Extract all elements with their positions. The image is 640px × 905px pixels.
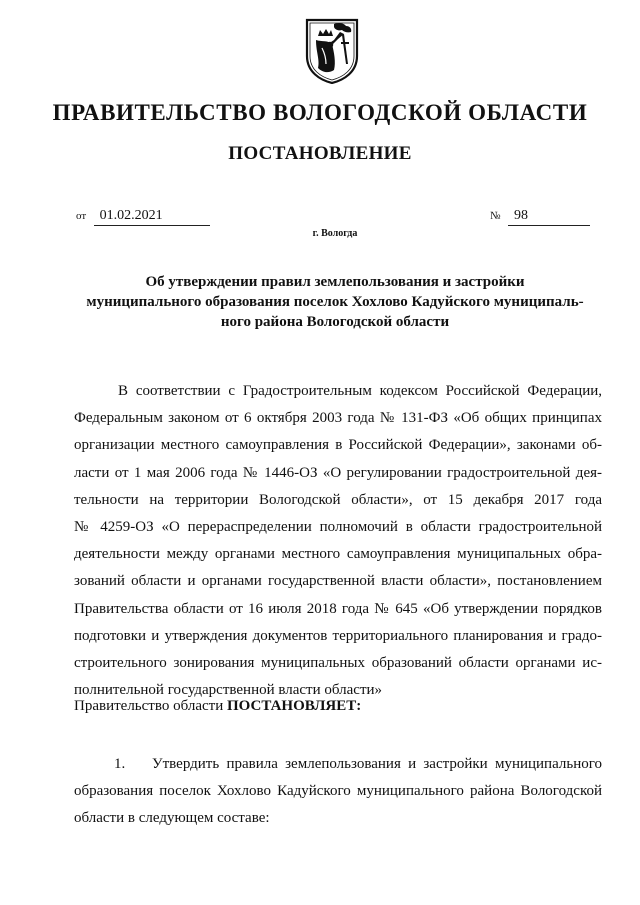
preamble-line: тельности на территории Вологодской области», от 15 декабря 2017 года (74, 491, 602, 508)
decree-item-1 (74, 751, 602, 833)
preamble-line: организации местного самоуправления в Российской Федерации», законами об- (74, 437, 602, 454)
preamble-line: деятельности между органами местного самоуправления муниципальных обра- (74, 546, 602, 563)
number-label: № (490, 210, 501, 222)
subject-line: Об утверждении правил землепользования и застройки (145, 274, 525, 290)
resolution-keyword: ПОСТАНОВЛЯЕТ: (226, 698, 362, 714)
item-text: Утвердить правила землепользования и застройки муниципального (152, 756, 602, 772)
preamble-line: В соответствии с Градостроительным кодексом Российской Федерации, (118, 383, 602, 399)
item-number: 1. (114, 756, 126, 772)
resolution-prefix: Правительство области (74, 698, 227, 714)
preamble-line: подготовки и утверждения документов территориального планирования и градо- (74, 627, 602, 644)
subject-line: муниципального образования поселок Хохлово Кадуйского муниципаль- (86, 294, 584, 310)
date-label: от (76, 210, 87, 222)
subject-line: ного района Вологодской области (220, 314, 450, 330)
preamble-line: ласти от 1 мая 2006 года № 1446-ОЗ «О регулировании градостроительной дея- (74, 464, 602, 481)
preamble-line: полнительной государственной власти области» (74, 682, 383, 699)
preamble-line: Правительства области от 16 июля 2018 года № 645 «Об утверждении порядков (74, 600, 602, 617)
date-value: 01.02.2021 (94, 208, 210, 226)
document-type-heading: ПОСТАНОВЛЕНИЕ (228, 143, 412, 164)
item-line: образования поселок Хохлово Кадуйского муниципального района Вологодской (74, 783, 602, 800)
preamble-line: зований области и органами государственной власти области», постановлением (74, 573, 602, 590)
item-line (74, 751, 602, 778)
item-line: области в следующем составе: (74, 810, 270, 827)
document-date (76, 208, 210, 226)
coat-of-arms-icon (304, 18, 360, 84)
preamble-line: № 4259-ОЗ «О перераспределении полномочий в области градостроительной (74, 518, 602, 535)
preamble-line: строительного зонирования муниципальных образований области органами ис- (74, 654, 602, 671)
resolution-clause (74, 698, 361, 715)
preamble-line: Федеральным законом от 6 октября 2003 года № 131-ФЗ «Об общих принципах (74, 410, 602, 427)
government-title: ПРАВИТЕЛЬСТВО ВОЛОГОДСКОЙ ОБЛАСТИ (52, 100, 588, 125)
document-number (490, 208, 590, 226)
document-subject (70, 272, 600, 332)
preamble-paragraph (74, 378, 602, 704)
number-value: 98 (508, 208, 590, 226)
city-name: г. Вологда (312, 228, 358, 239)
